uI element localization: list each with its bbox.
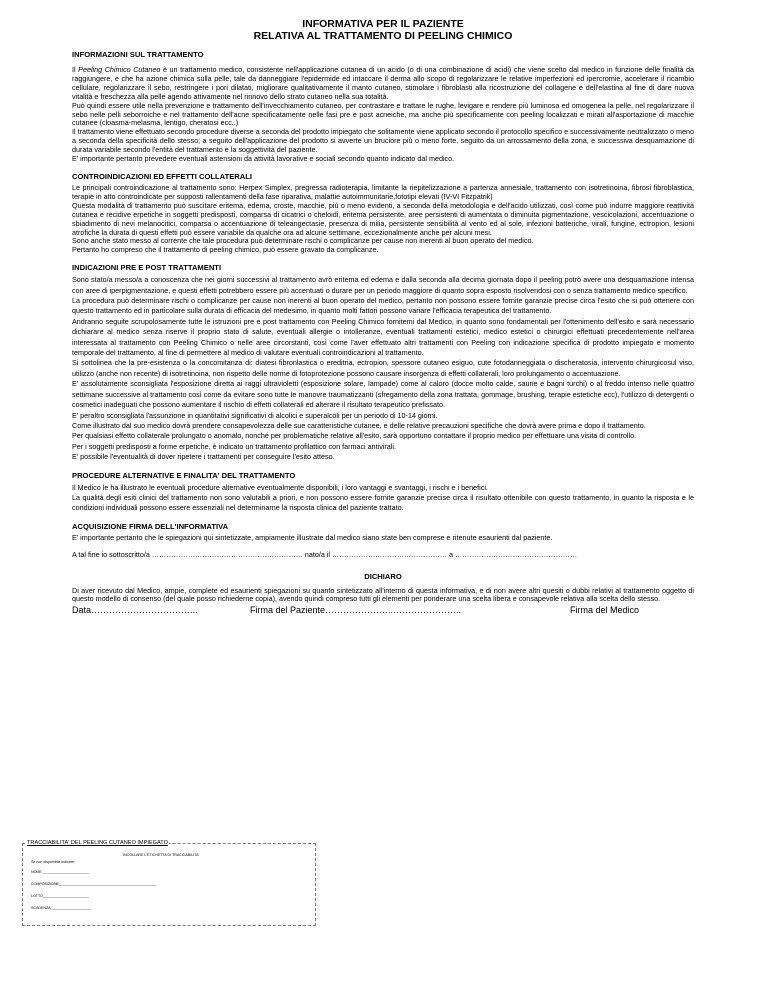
paragraph: Questa modalità di trattamento può suscitare eritema, edema, croste, macchie, più o meno evidenti, a seconda della metodologia e dell'acido utilizzati, così come può indurre maggiore reattività cutanea e recidive erpetiche in soggetti predisposti, comparsa di cicatrici o cheloidi, eritema persistente, aree persistenti di aumentata o diminuita pigmentazione, vescicolazioni, accentuazione o sbiadimento di nevi melanocitici, comparsa o accentuazione di teleangectasie, presenza di milia, persistente sensibilità al vento ed al sole, infezioni batteriche, virali, fungine, ectropion, lesioni atrofiche la durata di questi effetti può essere variabile da qualche ora ad alcune settimane, eccezionalmente anche per alcuni mesi.: [72, 200, 694, 237]
section-heading: INDICAZIONI PRE E POST TRATTAMENTI: [72, 263, 222, 273]
dichiaro-heading: DICHIARO: [364, 571, 402, 581]
date-field: Data……………………………...: [72, 605, 198, 616]
paragraph: Pertanto ho compreso che il trattamento di peeling chimico, può essere gravato da complicanze.: [72, 245, 379, 255]
title-line-2: RELATIVA AL TRATTAMENTO DI PEELING CHIMICO: [253, 30, 513, 42]
section-acquisizione-firma: [72, 522, 694, 616]
paragraph: Il Medico le ha illustrato le eventuali procedure alternative eventualmente disponibili, i loro vantaggi e svantaggi, i rischi e i benefici.: [72, 482, 488, 492]
emphasis-text: Peeling Chimico Cutaneo: [78, 65, 161, 74]
signature-row: [72, 605, 694, 615]
title-line-1: INFORMATIVA PER IL PAZIENTE: [302, 18, 464, 30]
section-controindicazioni: [72, 172, 694, 255]
paragraph: Può quindi essere utile nella prevenzione e trattamento dell'invecchiamento cutaneo, per contrastare e trattare le rughe, levigare e rendere più luminosa ed omogenea la pelle, nel regolarizzare il sebo nelle pelli seborroiche e nel trattamento dell'acne specificatamente nelle fasi pre e post acneiche, ma anche più specificamente con peeling localizzati e mirati all'asportazione di macchie cutanee (cloasma-melasma, lentigo, cheratosi ecc..): [72, 100, 694, 128]
traceability-note: Se non disponibile indicare:: [31, 860, 75, 864]
paragraph: Per i soggetti predisposti a forme erpetiche, è indicato un trattamento profilattico con farmaci antivirali.: [72, 441, 396, 451]
section-procedure-alternative: [72, 471, 694, 514]
paragraph: Sono anche stato messo al corrente che tale procedura può determinare rischi o complicanze per cause non inerenti al buon operato del medico.: [72, 236, 534, 246]
text: è un trattamento medico, consistente nell'applicazione cutanea di un acido (o di una combinazione di acidi) che viene scelto dal medico in funzione delle finalità da raggiungere, e che ha azione chimica sulla pelle, tale da danneggiare l'epidermide ed intaccare il derma allo scopo di regolarizzare le relative imperfezioni ed ipercromie, accelerare il ricambio cellulare, regolarizzare il sebo, restringere i pori dilatati, migliorare qualitativamente il manto cutaneo, stimolare i fibroblasti alla ricostruzione del collagene e dell'elastina al fine di dare nuova vitalità e freschezza alla pelle agendo attivamente nel rinnovo dello strato cutaneo nella sua totalità.: [72, 65, 695, 101]
traceability-box: [22, 840, 316, 926]
doctor-signature-field: Firma del Medico: [570, 605, 640, 616]
paragraph: [72, 66, 694, 102]
paragraph: Di aver ricevuto dal Medico, ampie, complete ed esaurienti spiegazioni su quanto sintetizzato all'interno di questa informativa, e di non avere altri quesiti o dubbi relativi al trattamento oggetto di questo modello di consenso (del quale posso richiederne copia), avendo quindi compreso tutti gli elementi per ponderare una scelta libera e consapevole relativa alla scelta dello stesso.: [72, 585, 694, 604]
paragraph: Per qualsiasi effetto collaterale prolungato o anomalo, nonché per problematiche relative all'esito, sarà opportuno contattare il proprio medico per effettuare una visita di controllo.: [72, 431, 637, 441]
paragraph: La procedura può determinare rischi o complicanze per cause non inerenti al buon operato del medico, pertanto non possono essere fornite garanzie precise circa l'esito che si può ottenere con questo trattamento ed in particolare sulla durata di efficacia del medesimo, in quanto molti fattori possono variare l'efficacia terapeutica del trattamento.: [72, 296, 694, 316]
paragraph: Andranno seguite scrupolosamente tutte le istruzioni pre e post trattamento con Peeling Chimico fornitemi dal Medico, in quanto sono fondamentali per l'ottenimento dell'esito e sarà necessario dichiarare al medico senza riserve il proprio stato di salute, eventuali allergie o intolleranze, eventuali trattamenti estetici, medico estetici o chirurgici effettuati precedentemente nell'area interessata al trattamento con Peeling Chimico o nelle aree circorstanti, così come l'aver effettuato altri trattamenti con Peeling con indicazione specifica di prodotto impiegato e momento temporale del trattamento, al fine di permettere al medico di valutare eventuali controindicazioni al trattamento.: [72, 316, 694, 358]
scadenza-field: SCADENZA____________________: [31, 906, 91, 910]
paragraph: E' possibile l'eventualità di dover ripetere i trattamenti per conseguire l'esito atteso.: [72, 452, 335, 462]
section-informazioni: [72, 50, 694, 164]
section-heading: PROCEDURE ALTERNATIVE E FINALITA' DEL TRATTAMENTO: [72, 470, 296, 480]
identity-line: A tal fine io sottoscritto/a ……………………………………………………… nato/a il ………………………………………… a ……………………………………………: [72, 549, 578, 559]
paragraph: E' importante pertanto prevedere eventuali astensioni da attività lavorative e sociali secondo quanto indicato dal medico.: [72, 154, 455, 164]
section-heading: INFORMAZIONI SUL TRATTAMENTO: [72, 50, 204, 59]
paragraph: La qualità degli esiti clinici del trattamento non sono valutabili a priori, e non possono essere fornite garanzie precise circa il risultato ottenibile con questo trattamento, in quanto la risposta e le condizioni individuali possono essere essenziali nel determinarne la risposta clinica del paziente trattato.: [72, 492, 694, 513]
paragraph: Si sottolinea che la pre-esistenza o la concomitanza di: diatesi fibronlastica o ereditria, ectropion, spessore cutaneo esiguo, cute fotodanneggiata o discheratosia, intervento chirurgicosul viso, utilizzo (anche non recente) di isotretinoina, non rispetto delle norme di fotoprotezione possono causare insorgenza di effetti collaterali, loro prolungamento o accentuazione.: [72, 358, 694, 378]
paragraph: Come illustrato dal suo medico dovrà prendere consapevolezza delle sue caratteristiche cutanee, e delle relative precauzioni specifiche che dovrà avere prima e dopo il trattamento.: [72, 420, 646, 430]
section-indicazioni: [72, 263, 694, 462]
lotto-field: LOTTO_______________________: [31, 894, 89, 898]
nome-field: NOME _______________________: [31, 870, 89, 874]
text: Il: [72, 65, 79, 74]
document: [72, 18, 694, 615]
section-heading: ACQUISIZIONE FIRMA DELL'INFORMATIVA: [72, 521, 229, 531]
paragraph: E' importante pertanto che le spiegazioni qui sintetizzate, ampiamente illustrate dal medico siano state ben comprese e ritenute esaurienti dal paziente.: [72, 532, 553, 542]
document-title: [72, 18, 694, 42]
paragraph: E' peraltro sconsigliata l'assunzione in quantitativi significativi di alcolici e superalcoli per un periodo di 10-14 giorni.: [72, 410, 438, 420]
paragraph: Le principali controindicazione al trattamento sono: Herpex Simplex, pregressa radioterapia, limitante la riepitelizzazione a partenza annesiale, trattamento con isotretinoina, fibrosi fibroblastica, terapie in atto controindicate per supposti rallentamenti della fase riparativa, malattie autoimmunitarie,fototipi elevati (IV-VI Fitzpatrik): [72, 182, 694, 201]
patient-signature-field: Firma del Paziente…………………..…………………..: [250, 605, 462, 616]
paragraph: E' assolutamente sconsigliata l'esposizione diretta ai raggi ultravioletti (esposizione solare, lampade) come al caloro (docce molto calde, saune e bagni turchi) o al freddo intenso nelle quattro settimane successive al trattamento così come da evitare sono tutte le manovre traumatizzanti (sfregamento della zona trattata, gommage, brushing, terapie estetiche ecc), l'utilizzo di detergenti o cosmetici inadeguati che possono aumentare il rischio di effetti collaterali ed alterare il risultato terapeutico prefissato.: [72, 379, 694, 410]
composizione-field: COMPOSIZIONE_________________________________________________: [31, 882, 157, 886]
paragraph: Sono stato/a messo/a a conoscenza che nei giorni successivi al trattamento avrò eritema ed edema e dalla seconda alla decima giornata dopo il peeling potrò avere una desquamazione intensa con aree di iperpigmentazione, e questi effetti potrebbero essere più accentuati o durare per un periodo maggiore di quanto sopra esposto risolvendosi con o senza trattamento medico specifico.: [72, 275, 694, 295]
paragraph: Il trattamento viene effettuato secondo procedure diverse a seconda del prodotto impiegato che solitamente viene applicato secondo il protocollo specifico e successivamente neutralizzato o meno a seconda della specificità dello stesso; a seguito dell'applicazione del prodotto si avverte un bruciore più o meno forte, seguito da un arrossamento della zona, e successiva desquamazione di durata variabile secondo l'entità del trattamento e la soggettività del paziente.: [72, 127, 694, 155]
section-heading: CONTROINDICAZIONI ED EFFETTI COLLATERALI: [72, 171, 252, 181]
traceability-title: TRACCIABILITA' DEL PEELING CUTANEO IMPIEGATO: [27, 840, 168, 846]
label-hint: INCOLLARE L'ETICHETTA DI TRACCIABILITA': [123, 853, 200, 857]
